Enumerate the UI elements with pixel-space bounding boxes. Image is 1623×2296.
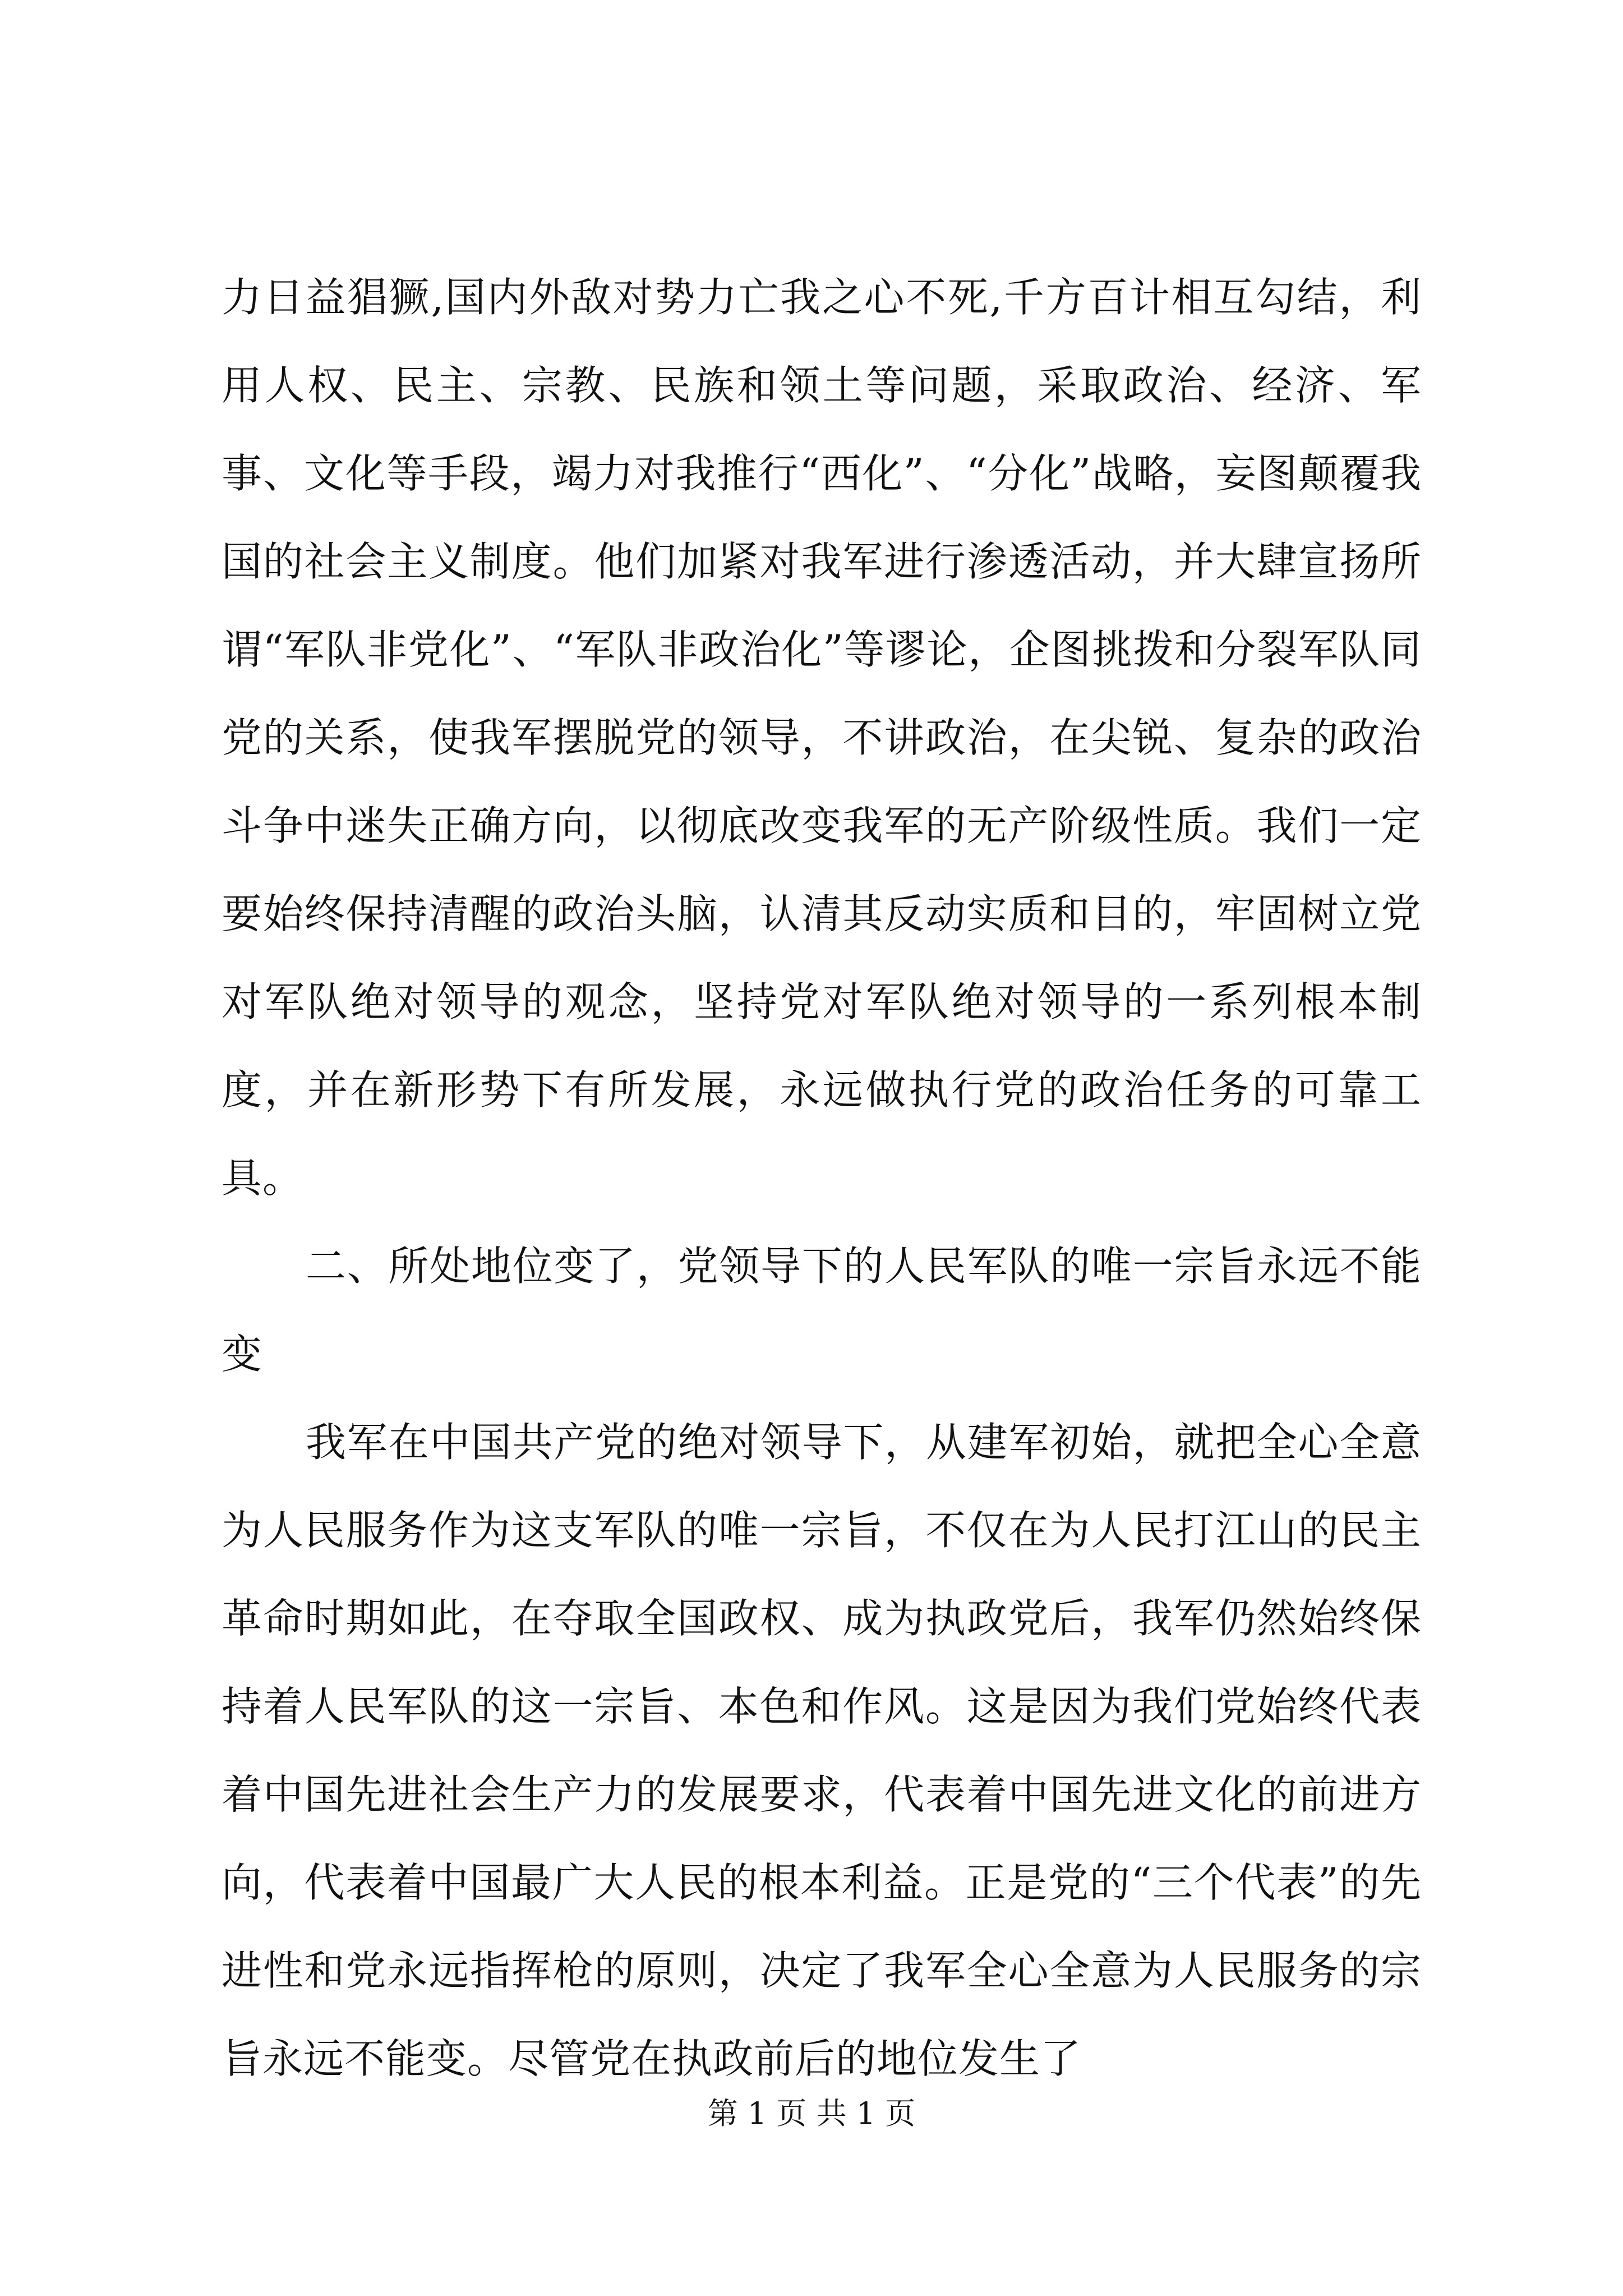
page-footer (0, 2094, 1623, 2133)
page-number-label: 第 1 页 共 1 页 (707, 2096, 916, 2131)
section-heading: 二、所处地位变了，党领导下的人民军队的唯一宗旨永远不能变 (222, 1243, 1422, 1378)
paragraph-continuation: 力日益猖獗,国内外敌对势力亡我之心不死,千方百计相互勾结，利用人权、民主、宗教、民族和领土等问题，采取政治、经济、军事、文化等手段，竭力对我推行“西化”、“分化”战略，妄图颠覆我国的社会主义制度。他们加紧对我军进行渗透活动，并大肆宣扬所谓“军队非党化”、“军队非政治化”等谬论，企图挑拨和分裂军队同党的关系，使我军摆脱党的领导，不讲政治，在尖锐、复杂的政治斗争中迷失正确方向，以彻底改变我军的无产阶级性质。我们一定要始终保持清醒的政治头脑，认清其反动实质和目的，牢固树立党对军队绝对领导的观念，坚持党对军队绝对领导的一系列根本制度，并在新形势下有所发展，永远做执行党的政治任务的可靠工具。 (222, 274, 1422, 1202)
document-body (222, 254, 1422, 2103)
paragraph-body: 我军在中国共产党的绝对领导下，从建军初始，就把全心全意为人民服务作为这支军队的唯一宗旨，不仅在为人民打江山的民主革命时期如此，在夺取全国政权、成为执政党后，我军仍然始终保持着人民军队的这一宗旨、本色和作风。这是因为我们党始终代表着中国先进社会生产力的发展要求，代表着中国先进文化的前进方向，代表着中国最广大人民的根本利益。正是党的“三个代表”的先进性和党永远指挥枪的原则，决定了我军全心全意为人民服务的宗旨永远不能变。尽管党在执政前后的地位发生了 (222, 1419, 1422, 2082)
